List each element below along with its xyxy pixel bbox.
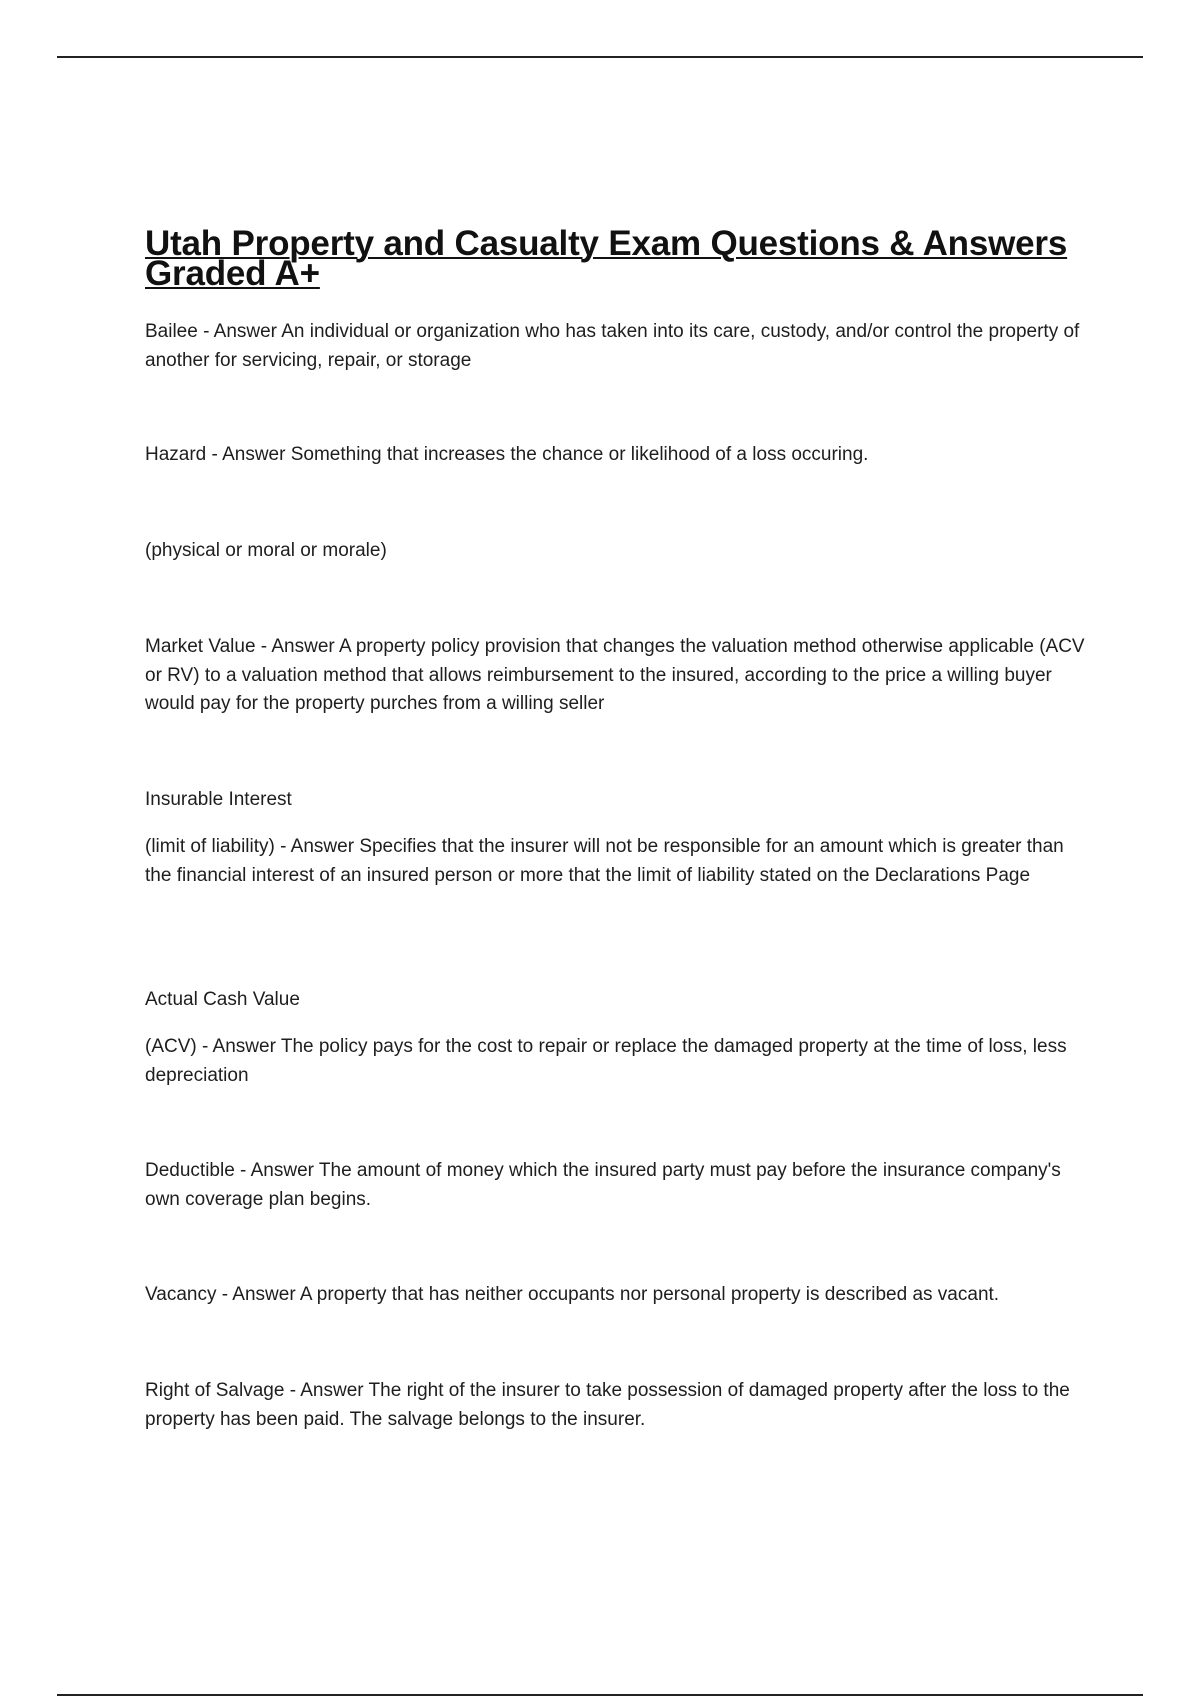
paragraph-actual-cash-value-definition: (ACV) - Answer The policy pays for the cost to repair or replace the damaged property at the time of loss, less depreciation <box>145 1036 1067 1086</box>
header-rule <box>57 56 1143 58</box>
paragraph-deductible: Deductible - Answer The amount of money which the insured party must pay before the insurance company's own coverage plan begins. <box>145 1160 1061 1210</box>
paragraph-hazard: Hazard - Answer Something that increases the chance or likelihood of a loss occuring. <box>145 444 869 465</box>
paragraph-actual-cash-value-term: Actual Cash Value <box>145 989 300 1010</box>
footer-rule <box>57 1694 1143 1696</box>
document-title: Utah Property and Casualty Exam Questions & Answers Graded A+ <box>145 224 1068 293</box>
paragraph-hazard-types: (physical or moral or morale) <box>145 540 387 561</box>
paragraph-market-value: Market Value - Answer A property policy provision that changes the valuation method otherwise applicable (ACV or RV) to a valuation method that allows reimbursement to the insured, according to the price a willing buyer would pay for the property purches from a willing seller <box>145 636 1085 714</box>
paragraph-right-of-salvage: Right of Salvage - Answer The right of the insurer to take possession of damaged property after the loss to the property has been paid. The salvage belongs to the insurer. <box>145 1380 1070 1430</box>
paragraph-insurable-interest-definition: (limit of liability) - Answer Specifies that the insurer will not be responsible for an amount which is greater than the financial interest of an insured person or more that the limit of liability stated on the Declarations Page <box>145 836 1064 886</box>
paragraph-bailee: Bailee - Answer An individual or organization who has taken into its care, custody, and/or control the property of another for servicing, repair, or storage <box>145 321 1080 371</box>
paragraph-vacancy: Vacancy - Answer A property that has neither occupants nor personal property is described as vacant. <box>145 1284 1000 1305</box>
paragraph-insurable-interest-term: Insurable Interest <box>145 789 292 810</box>
